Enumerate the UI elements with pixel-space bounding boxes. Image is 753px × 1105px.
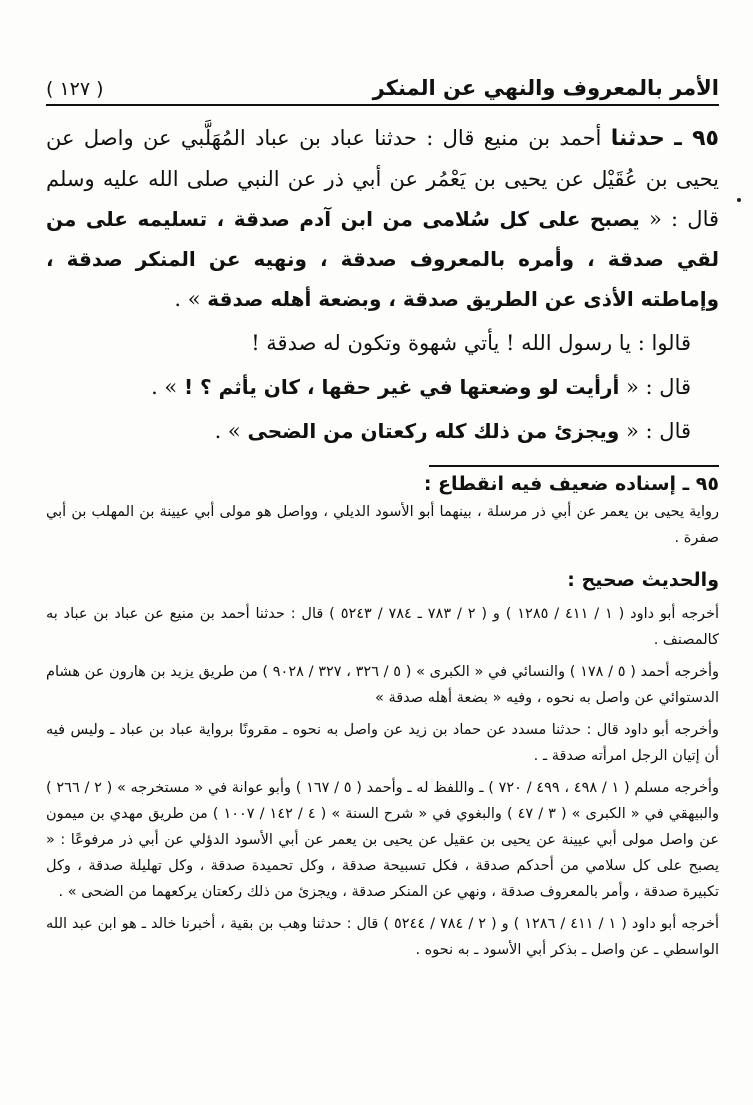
running-title: الأمر بالمعروف والنهي عن المنكر bbox=[372, 76, 719, 100]
takhrij-paragraph: أخرجه أبو داود ( ١ / ٤١١ / ١٢٨٦ ) و ( ٢ / ٧٨٤ / ٥٢٤٤ ) قال : حدثنا وهب بن بقية ، أخبرنا خالد ـ هو ابن عبد الله الواسطي ـ عن واصل ـ بذكر أبي الأسود ـ به نحوه . bbox=[46, 916, 720, 958]
answer-1: قال : « أرأيت لو وضعتها في غير حقها ، كان يأثم ؟ ! » . bbox=[151, 375, 691, 399]
question-1: قالوا : يا رسول الله ! يأتي شهوة وتكون له صدقة ! bbox=[251, 331, 691, 355]
sahih-heading: والحديث صحيح : bbox=[567, 569, 719, 591]
hadith-matn: يصبح على كل سُلامى من ابن آدم صدقة ، تسليمه على من لقي صدقة ، وأمره بالمعروف صدقة ، ونهيه عن المنكر صدقة ، وإماطته الأذى عن الطريق صدقة ، وبضعة أهله صدقة bbox=[46, 207, 719, 311]
page-content bbox=[46, 118, 719, 963]
page-number: ( ١٢٧ ) bbox=[46, 78, 104, 100]
header-rule bbox=[46, 104, 719, 106]
takhrij-paragraph: أخرجه أبو داود ( ١ / ٤١١ / ١٢٨٥ ) و ( ٢ / ٧٨٣ ـ ٧٨٤ / ٥٢٤٣ ) قال : حدثنا أحمد بن منيع عن عباد بن عباد به كالمصنف . bbox=[46, 606, 720, 648]
takhrij-paragraph: وأخرجه أحمد ( ٥ / ١٧٨ ) والنسائي في « الكبرى » ( ٥ / ٣٢٦ ، ٣٢٧ / ٩٠٢٨ ) من طريق يزيد بن هارون عن هشام الدستوائي عن واصل به نحوه ، وفيه « بضعة أهله صدقة » bbox=[46, 664, 719, 706]
hadith-matn-end: » . bbox=[174, 287, 201, 311]
hadith-paragraph bbox=[46, 118, 719, 319]
answer-2: قال : « ويجزئ من ذلك كله ركعتان من الضحى » . bbox=[214, 419, 691, 443]
hadith-text bbox=[46, 118, 719, 451]
hadith-number: ٩٥ ـ bbox=[674, 126, 719, 151]
margin-mark bbox=[737, 198, 741, 202]
page-header bbox=[46, 60, 719, 100]
hadith-isnad: أحمد بن منيع قال : حدثنا عباد بن عباد المُهَلَّبي عن واصل عن يحيى بن عُقَيْل عن يحيى بن يَعْمُر عن أبي ذر عن النبي صلى الله عليه وسلم قال : « bbox=[46, 126, 719, 231]
haddathana: حدثنا bbox=[610, 126, 665, 151]
isnad-text: رواية يحيى بن يعمر عن أبي ذر مرسلة ، بينهما أبو الأسود الديلي ، وواصل هو مولى أبي عيينة بن المهلب بن أبي صفرة . bbox=[46, 504, 719, 546]
footnotes bbox=[46, 469, 719, 963]
isnad-heading: ٩٥ ـ إسناده ضعيف فيه انقطاع : bbox=[423, 473, 719, 495]
notes-rule bbox=[429, 465, 719, 467]
takhrij-paragraph: وأخرجه أبو داود قال : حدثنا مسدد عن حماد بن زيد عن واصل به نحوه ـ مقرونًا برواية عباد بن عباد ـ وليس فيه أن إتيان الرجل امرأته صدقة ـ . bbox=[46, 722, 719, 764]
takhrij-paragraph: وأخرجه مسلم ( ١ / ٤٩٨ ، ٤٩٩ / ٧٢٠ ) ـ واللفظ له ـ وأحمد ( ٥ / ١٦٧ ) وأبو عوانة في « مستخرجه » ( ٢ / ٢٦٦ ) والبيهقي في « الكبرى » ( ٣ / ٤٧ ) والبغوي في « شرح السنة » ( ٤ / ١٤٢ / ١٠٠٧ ) من طريق مهدي بن ميمون عن واصل مولى أبي عيينة عن يحيى بن عقيل عن يحيى بن يعمر عن أبي الأسود الدؤلي عن أبي ذر مرفوعًا : « يصبح على كل سلامي من أحدكم صدقة ، فكل تسبيحة صدقة ، وكل تحميدة صدقة ، وكل تهليلة صدقة ، وكل تكبيرة صدقة ، وأمر بالمعروف صدقة ، ونهي عن المنكر صدقة ، ويجزئ من ذلك ركعتان يركعهما من الضحى » . bbox=[46, 780, 719, 900]
